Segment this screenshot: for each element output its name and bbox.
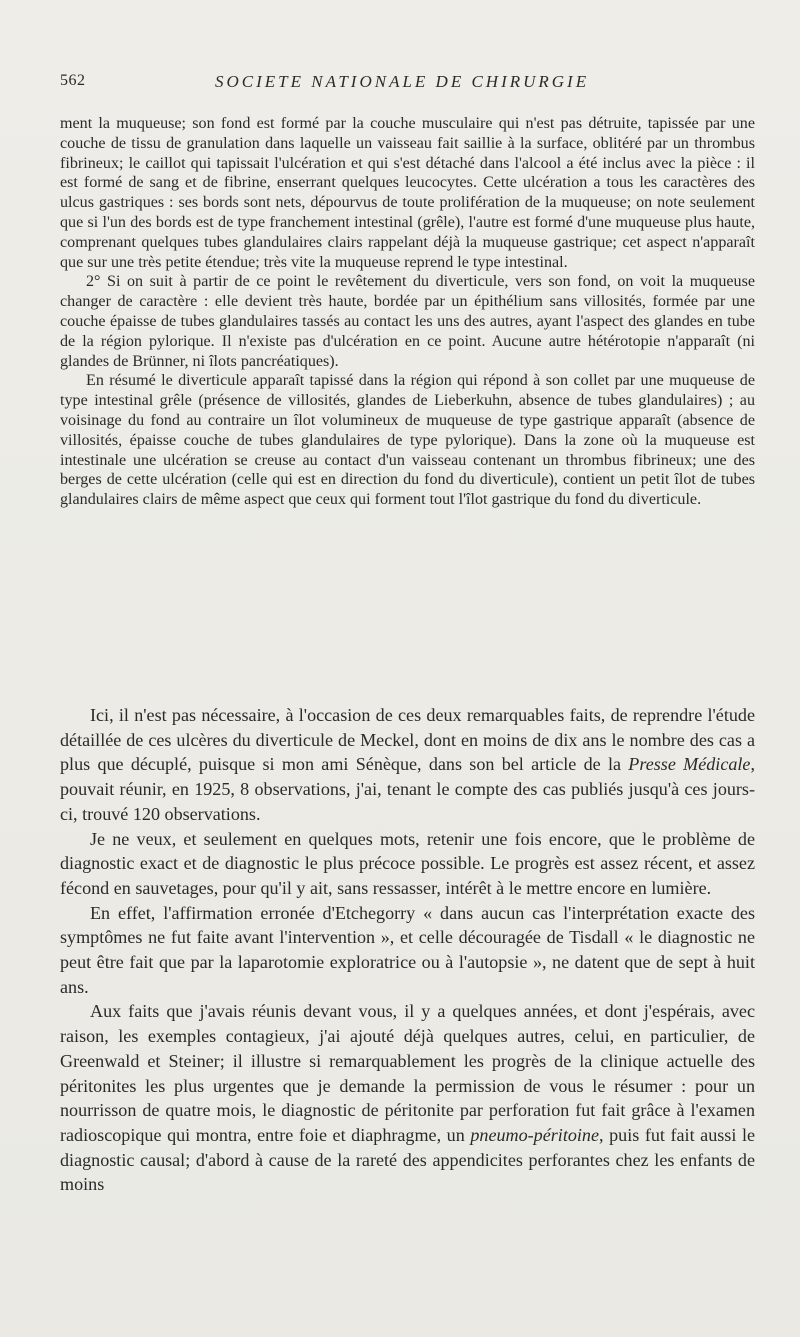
discussion-text: [60, 703, 755, 1197]
journal-title: Presse Médicale: [628, 754, 751, 775]
small-paragraph-2: 2° Si on suit à partir de ce point le revêtement du diverticule, vers son fond, on voit la muqueuse changer de caractère : elle devient très haute, bordée par un épithélium sans villosités, formée par une couche épaisse de tubes glandulaires tassés au contact les uns des autres, ayant l'aspect des glandes en tube de la région pylorique. Il n'existe pas d'ulcération en ce point. Aucune autre hétérotopie n'apparaît (ni glandes de Brünner, ni îlots pancréatiques).: [60, 273, 755, 370]
page-number: 562: [60, 72, 86, 89]
large-paragraph-4: [60, 999, 755, 1197]
large-paragraph-1-continuation: , pouvait réunir, en 1925, 8 observations, j'ai, tenant le compte des cas publiés jusqu'à ces jours-ci, trouvé 120 observations.: [60, 754, 755, 824]
large-paragraph-3: En effet, l'affirmation erronée d'Etchegorry « dans aucun cas l'interprétation exacte des symptômes ne fut faite avant l'intervention », et celle découragée de Tisdall « le diagnostic ne peut être fait que par la laparotomie exploratrice ou à l'autopsie », ne datent que de sept à huit ans.: [60, 902, 755, 997]
small-paragraph-1: ment la muqueuse; son fond est formé par la couche musculaire qui n'est pas détruite, tapissée par une couche de tissu de granulation dans laquelle un vaisseau fait saillie à la surface, oblitéré par un thrombus fibrineux; le caillot qui tapissait l'ulcération et qui s'est détaché dans l'alcool a été inclus avec la pièce : il est formé de sang et de fibrine, enserrant quelques leucocytes. Cette ulcération a tous les caractères des ulcus gastriques : ses bords sont nets, dépourvus de toute prolifération de la muqueuse; on note seulement que si l'un des bords est de type franchement intestinal (grêle), l'autre est formé d'une muqueuse plus haute, comprenant quelques tubes glandulaires clairs rappelant déjà la muqueuse gastrique; cet aspect n'apparaît que sur une très petite étendue; très vite la muqueuse reprend le type intestinal.: [60, 115, 755, 271]
medical-term: pneumo-péritoine: [470, 1124, 599, 1145]
large-paragraph-4-continuation: , puis fut fait aussi le diagnostic causal; d'abord à cause de la rareté des appendicites perforantes chez les enfants de moins: [60, 1124, 756, 1195]
large-paragraph-1: [60, 703, 755, 827]
case-report-text: [60, 114, 755, 510]
large-paragraph-2: Je ne veux, et seulement en quelques mots, retenir une fois encore, que le problème de diagnostic exact et de diagnostic le plus précoce possible. Le progrès est assez récent, et assez fécond en sauvetages, pour qu'il y ait, sans ressasser, intérêt à le mettre encore en lumière.: [60, 828, 755, 898]
page-header: [60, 72, 760, 96]
small-paragraph-3: En résumé le diverticule apparaît tapissé dans la région qui répond à son collet par une muqueuse de type intestinal grêle (présence de villosités, glandes de Lieberkuhn, absence de tubes glandulaires) ; au voisinage du fond au contraire un îlot volumineux de muqueuse de type gastrique apparaît (absence de villosités, épaisse couche de tubes glandulaires de type pylorique). Dans la zone où la muqueuse est intestinale une ulcération se creuse au contact d'un vaisseau contenant un thrombus fibrineux; une des berges de cette ulcération (celle qui est en direction du fond du diverticule), contient un petit îlot de tubes glandulaires clairs de même aspect que ceux qui forment tout l'îlot gastrique du fond du diverticule.: [60, 372, 755, 509]
large-paragraph-4-text: Aux faits que j'avais réunis devant vous, il y a quelques années, et dont j'espérais, avec raison, les exemples contagieux, j'ai ajouté déjà quelques autres, celui, en particulier, de Greenwald et Steiner; il illustre si remarquablement les progrès de la clinique actuelle des péritonites les plus urgentes que je demande la permission de vous le résumer : pour un nourrisson de quatre mois, le diagnostic de péritonite par perforation fut fait grâce à l'examen radioscopique qui montra, entre foie et diaphragme, un: [60, 1001, 755, 1145]
large-paragraph-1-text: Ici, il n'est pas nécessaire, à l'occasion de ces deux remarquables faits, de reprendre l'étude détaillée de ces ulcères du diverticule de Meckel, dont en moins de dix ans le nombre des cas a plus que décuplé, puisque si mon ami Sénèque, dans son bel article de la: [60, 705, 755, 775]
running-head: SOCIETE NATIONALE DE CHIRURGIE: [215, 72, 590, 91]
